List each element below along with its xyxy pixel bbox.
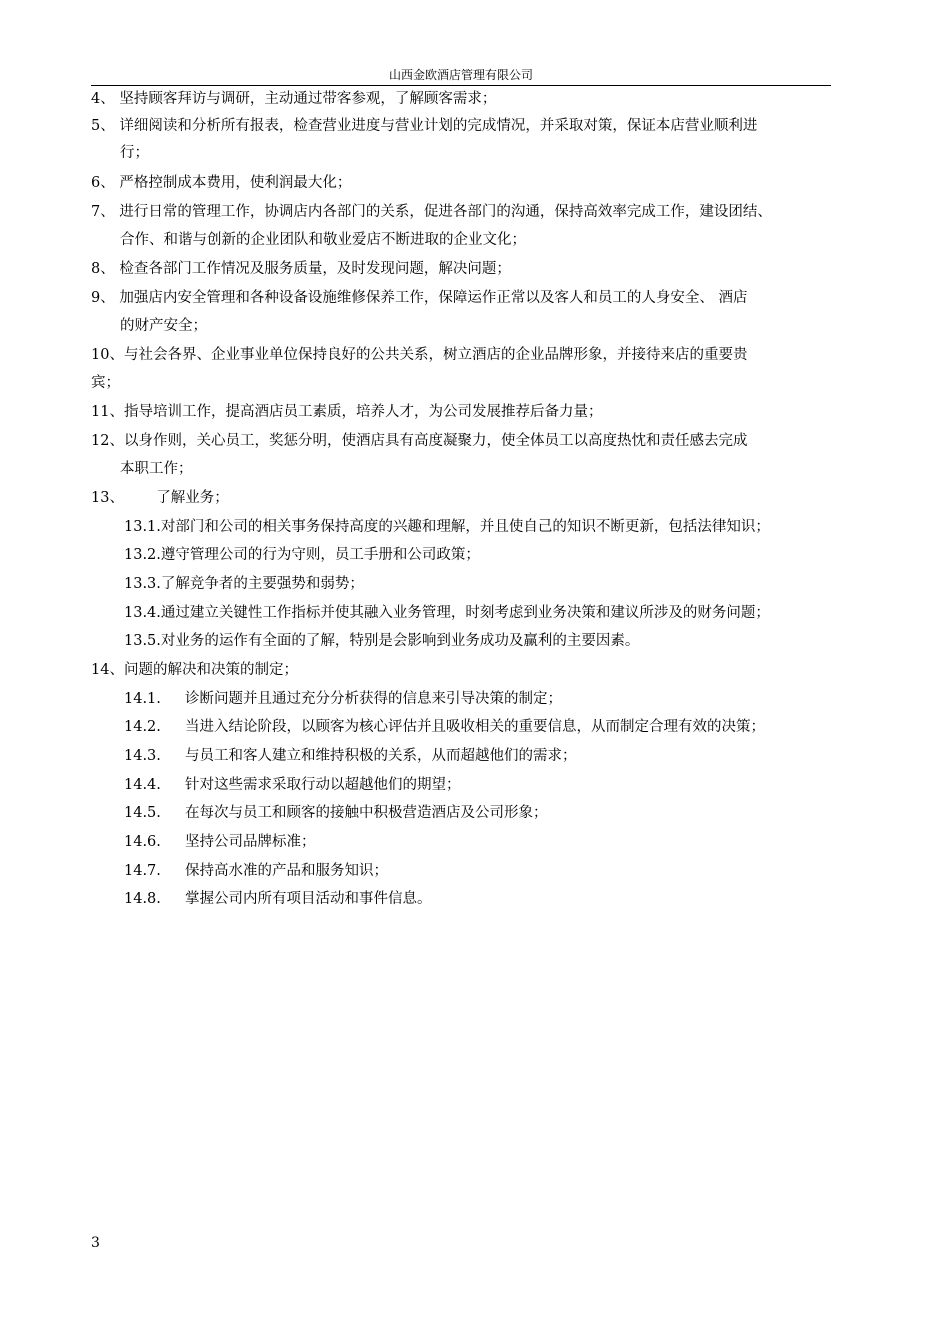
list-item-7: 7、 进行日常的管理工作，协调店内各部门的关系，促进各部门的沟通，保持高效率完成工作，建设团结、: [91, 204, 772, 220]
sub-item-14-2: [124, 714, 765, 740]
sub-item-number: 14.3.: [124, 748, 161, 764]
sub-item-number: 14.8.: [124, 891, 161, 907]
sub-item-13-5: 13.5.对业务的运作有全面的了解，特别是会影响到业务成功及赢利的主要因素。: [124, 633, 640, 649]
sub-item-14-4: [124, 772, 461, 798]
sub-item-14-7: [124, 858, 388, 884]
sub-item-text: 针对这些需求采取行动以超越他们的期望；: [185, 777, 461, 793]
list-item-6: 6、 严格控制成本费用，使利润最大化；: [91, 175, 352, 191]
sub-item-14-6: [124, 829, 316, 855]
list-item-5: 5、 详细阅读和分析所有报表，检查营业进度与营业计划的完成情况，并采取对策，保证本店营业顺利进: [91, 118, 758, 134]
sub-item-14-8: [124, 886, 432, 912]
list-item-7-continuation: 合作、和谐与创新的企业团队和敬业爱店不断进取的企业文化；: [120, 232, 526, 248]
list-item-11: 11、指导培训工作，提高酒店员工素质，培养人才，为公司发展推荐后备力量；: [91, 404, 603, 420]
list-item-12: 12、以身作则，关心员工，奖惩分明，使酒店具有高度凝聚力，使全体员工以高度热忱和责任感去完成: [91, 433, 748, 449]
sub-item-13-4: 13.4.通过建立关键性工作指标并使其融入业务管理，时刻考虑到业务决策和建议所涉及的财务问题；: [124, 605, 770, 621]
list-item-10-continuation: 宾；: [91, 375, 120, 391]
sub-item-13-1: 13.1.对部门和公司的相关事务保持高度的兴趣和理解，并且使自己的知识不断更新，包括法律知识；: [124, 519, 770, 535]
sub-item-text: 在每次与员工和顾客的接触中积极营造酒店及公司形象；: [185, 805, 548, 821]
list-item-9-continuation: 的财产安全；: [120, 318, 207, 334]
sub-item-13-3: 13.3.了解竞争者的主要强势和弱势；: [124, 576, 364, 592]
sub-item-number: 14.4.: [124, 777, 161, 793]
sub-item-14-3: [124, 743, 577, 769]
list-item-8: 8、 检查各部门工作情况及服务质量，及时发现问题，解决问题；: [91, 261, 511, 277]
sub-item-13-2: 13.2.遵守管理公司的行为守则，员工手册和公司政策；: [124, 547, 480, 563]
sub-item-text: 掌握公司内所有项目活动和事件信息。: [185, 891, 432, 907]
sub-item-text: 与员工和客人建立和维持积极的关系，从而超越他们的需求；: [185, 748, 577, 764]
sub-item-text: 诊断问题并且通过充分分析获得的信息来引导决策的制定；: [185, 691, 562, 707]
sub-item-number: 14.5.: [124, 805, 161, 821]
page-number: 3: [91, 1235, 100, 1251]
sub-item-text: 保持高水准的产品和服务知识；: [185, 863, 388, 879]
company-name: 山西金欧酒店管理有限公司: [388, 68, 533, 82]
sub-item-14-1: [124, 686, 562, 712]
sub-item-number: 14.2.: [124, 719, 161, 735]
sub-item-text: 坚持公司品牌标准；: [185, 834, 316, 850]
list-item-14: 14、问题的解决和决策的制定；: [91, 662, 298, 678]
list-item-13: 13、 了解业务；: [91, 490, 229, 506]
sub-item-number: 14.1.: [124, 691, 161, 707]
page-header: [91, 66, 831, 86]
list-item-12-continuation: 本职工作；: [120, 461, 193, 477]
list-item-5-continuation: 行；: [120, 145, 149, 161]
sub-item-number: 14.7.: [124, 863, 161, 879]
sub-item-number: 14.6.: [124, 834, 161, 850]
sub-item-text: 当进入结论阶段，以顾客为核心评估并且吸收相关的重要信息，从而制定合理有效的决策；: [185, 719, 765, 735]
list-item-10: 10、与社会各界、企业事业单位保持良好的公共关系，树立酒店的企业品牌形象，并接待来店的重要贵: [91, 347, 748, 363]
list-item-4: 4、 坚持顾客拜访与调研，主动通过带客参观，了解顾客需求；: [91, 91, 497, 107]
list-item-9: 9、 加强店内安全管理和各种设备设施维修保养工作，保障运作正常以及客人和员工的人身安全、 酒店: [91, 290, 748, 306]
sub-item-14-5: [124, 800, 548, 826]
